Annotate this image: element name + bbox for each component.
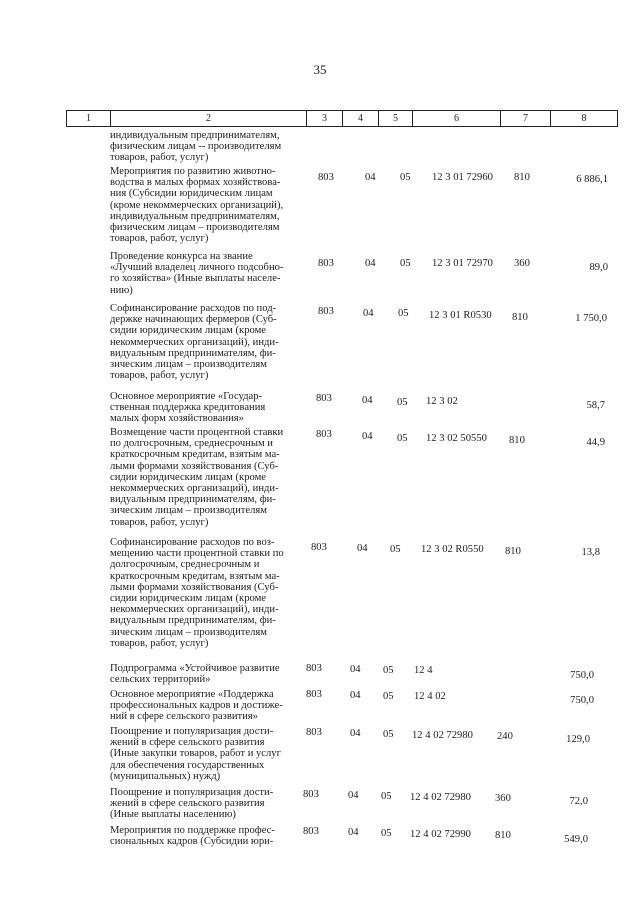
row-description: Мероприятия по поддержке профес- сиональных кадров (Субсидии юри-: [110, 825, 275, 848]
row-c3: 803: [316, 429, 332, 440]
row-c4: 04: [357, 543, 368, 554]
row-c3: 803: [318, 258, 334, 269]
page-number: 35: [313, 62, 327, 77]
row-c5: 05: [383, 691, 394, 702]
row-c6: 12 4 02: [414, 691, 446, 702]
row-c5: 05: [398, 308, 409, 319]
row-c5: 05: [400, 172, 411, 183]
row-description: индивидуальным предпринимателям, физическим лицам -- производителям товаров, работ, услуг): [110, 130, 282, 164]
header-col-2: 2: [111, 111, 307, 126]
row-description: Мероприятия по развитию животно- водства в малых формах хозяйствова- ния (Субсидии юридическим лицам (кроме некоммерческих организаций), индивидуальным предпринимателям, физическим лицам – производителям товаров, работ, услуг): [110, 166, 284, 245]
row-c6: 12 3 01 72960: [432, 172, 493, 183]
row-c6: 12 3 02 50550: [426, 433, 487, 444]
row-c4: 04: [350, 690, 361, 701]
row-c6: 12 3 01 R0530: [429, 310, 492, 321]
row-c5: 05: [390, 544, 401, 555]
row-description: Поощрение и популяризация дости- жений в сфере сельского развития (Иные закупки товаров, работ и услуг для обеспечения государственных (муниципальных) нужд): [110, 726, 281, 782]
row-c3: 803: [316, 393, 332, 404]
row-description: Проведение конкурса на звание «Лучший владелец личного подсобно- го хозяйства» (Иные выплаты населе- нию): [110, 251, 284, 296]
row-c8: 6 886,1: [576, 174, 608, 185]
row-c5: 05: [383, 665, 394, 676]
row-description: Основное мероприятие «Государ- ственная поддержка кредитования малых форм хозяйствования»: [110, 391, 266, 425]
row-c5: 05: [397, 397, 408, 408]
row-c6: 12 3 01 72970: [432, 258, 493, 269]
row-c7: 810: [512, 312, 528, 323]
row-c8: 750,0: [570, 695, 594, 706]
row-c3: 803: [306, 689, 322, 700]
row-description: Поощрение и популяризация дости- жений в сфере сельского развития (Иные выплаты населению): [110, 787, 274, 821]
header-col-7: 7: [501, 111, 551, 126]
row-c6: 12 4: [414, 665, 433, 676]
row-c6: 12 4 02 72980: [410, 792, 471, 803]
row-c7: 360: [495, 793, 511, 804]
header-col-1: 1: [67, 111, 111, 126]
row-c3: 803: [318, 306, 334, 317]
row-c4: 04: [348, 827, 359, 838]
row-c3: 803: [318, 172, 334, 183]
row-c6: 12 3 02: [426, 396, 458, 407]
row-description: Подпрограмма «Устойчивое развитие сельских территорий»: [110, 663, 280, 686]
row-c6: 12 3 02 R0550: [421, 544, 484, 555]
row-c4: 04: [350, 728, 361, 739]
header-col-3: 3: [307, 111, 343, 126]
row-c6: 12 4 02 72980: [412, 730, 473, 741]
row-c5: 05: [381, 828, 392, 839]
row-c7: 240: [497, 731, 513, 742]
row-c8: 89,0: [589, 262, 608, 273]
row-c8: 750,0: [570, 670, 594, 681]
row-c7: 810: [505, 546, 521, 557]
row-c8: 58,7: [586, 400, 605, 411]
row-c4: 04: [362, 431, 373, 442]
row-c3: 803: [306, 727, 322, 738]
row-c5: 05: [381, 791, 392, 802]
row-c7: 810: [509, 435, 525, 446]
row-description: Софинансирование расходов по воз- мещению части процентной ставки по долгосрочным, среднесрочным и краткосрочным кредитам, взятым ма- лыми формами хозяйствования (Суб- сидии юридическим лицам (кроме некоммерческих организаций), инди- видуальным предпринимателям, фи- зическим лицам – производителям товаров, работ, услуг): [110, 537, 284, 649]
row-c8: 13,8: [581, 547, 600, 558]
row-c4: 04: [350, 664, 361, 675]
row-c5: 05: [397, 433, 408, 444]
row-c3: 803: [306, 663, 322, 674]
row-c8: 549,0: [564, 834, 588, 845]
row-c8: 129,0: [566, 734, 590, 745]
row-c4: 04: [348, 790, 359, 801]
row-c6: 12 4 02 72990: [410, 829, 471, 840]
row-c4: 04: [362, 395, 373, 406]
header-col-8: 8: [581, 113, 587, 124]
header-col-4: 4: [343, 111, 379, 126]
row-c8: 1 750,0: [575, 313, 607, 324]
row-c4: 04: [365, 258, 376, 269]
row-c7: 810: [514, 172, 530, 183]
header-col-6: 6: [413, 111, 501, 126]
row-c3: 803: [311, 542, 327, 553]
row-c5: 05: [383, 729, 394, 740]
row-c8: 44,9: [586, 437, 605, 448]
header-col-5: 5: [379, 111, 413, 126]
table-header: [66, 110, 618, 127]
row-c4: 04: [365, 172, 376, 183]
row-description: Основное мероприятие «Поддержка профессиональных кадров и достиже- ний в сфере сельского развития»: [110, 689, 283, 723]
row-c4: 04: [363, 308, 374, 319]
row-c7: 360: [514, 258, 530, 269]
row-description: Софинансирование расходов по под- держке начинающих фермеров (Суб- сидии юридическим лицам (кроме некоммерческих организаций), инди- видуальным предпринимателям, фи- зическим лицам – производителям товаров, работ, услуг): [110, 303, 279, 382]
row-c3: 803: [303, 789, 319, 800]
row-description: Возмещение части процентной ставки по долгосрочным, среднесрочным и краткосрочным кредитам, взятым ма- лыми формами хозяйствования (Суб- сидии юридическим лицам (кроме некоммерческих организаций), инди- видуальным предпринимателям, фи- зическим лицам – производителям товаров, работ, услуг): [110, 427, 284, 528]
row-c8: 72,0: [569, 796, 588, 807]
row-c7: 810: [495, 830, 511, 841]
row-c5: 05: [400, 258, 411, 269]
row-c3: 803: [303, 826, 319, 837]
